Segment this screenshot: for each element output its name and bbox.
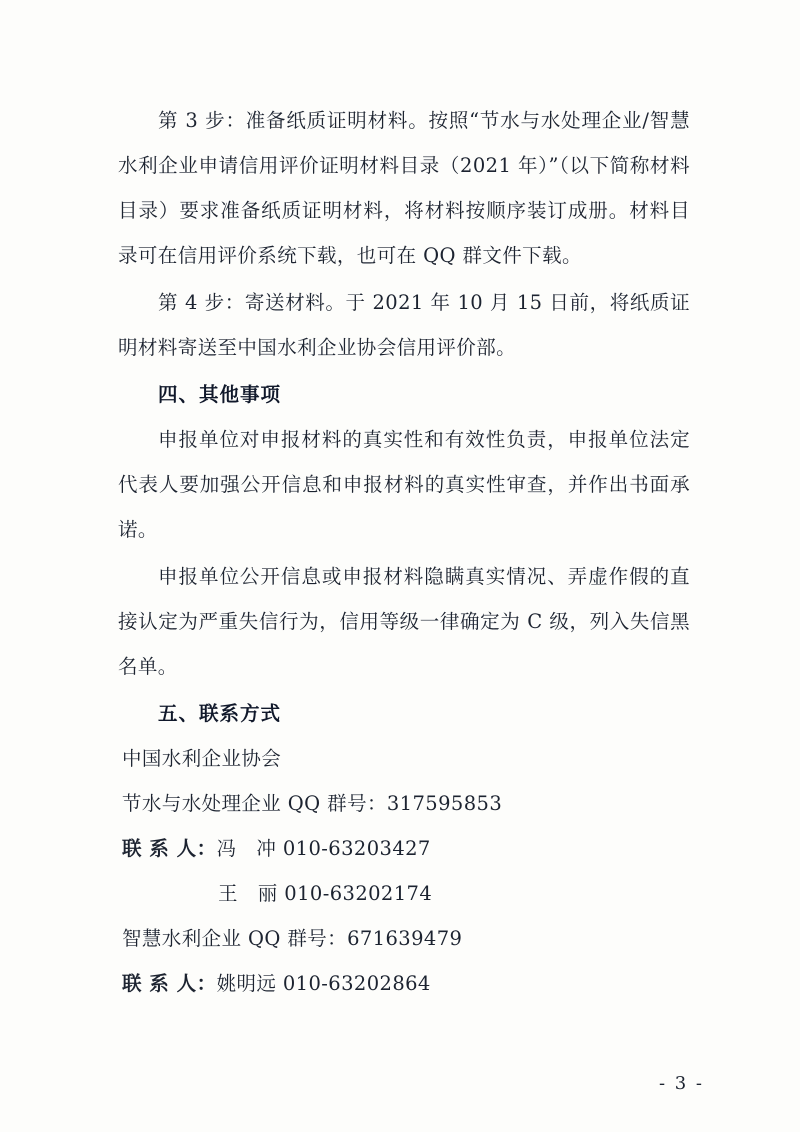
contact-label-feng: 联 系 人： bbox=[122, 837, 217, 860]
contact-organization: 中国水利企业协会 bbox=[122, 747, 282, 770]
contact-label-yao: 联 系 人： bbox=[122, 972, 217, 995]
contact-person-yao bbox=[118, 961, 690, 1006]
contact-qq-group-smart: 智慧水利企业 QQ 群号：671639479 bbox=[122, 927, 463, 950]
contact-value-wang: 王 丽 010-63202174 bbox=[218, 882, 433, 905]
section-heading-four: 四、其他事项 bbox=[158, 383, 282, 406]
section-four-paragraph-2: 申报单位公开信息或申报材料隐瞒真实情况、弄虚作假的直接认定为严重失信行为，信用等级一律确定为 C 级，列入失信黑名单。 bbox=[118, 565, 690, 678]
contact-value-yao: 姚明远 010-63202864 bbox=[216, 972, 431, 995]
contact-person-wang bbox=[118, 871, 690, 916]
document-body bbox=[118, 98, 690, 1006]
section-four-paragraph-2-block bbox=[118, 554, 690, 689]
paragraph-step-3-block bbox=[118, 98, 690, 278]
contact-person-feng bbox=[118, 826, 690, 871]
paragraph-step-4-block bbox=[118, 280, 690, 370]
section-four-paragraph-1-block bbox=[118, 417, 690, 552]
section-four-paragraph-1: 申报单位对申报材料的真实性和有效性负责，申报单位法定代表人要加强公开信息和申报材料的真实性审查，并作出书面承诺。 bbox=[118, 428, 690, 541]
paragraph-step-4: 第 4 步：寄送材料。于 2021 年 10 月 15 日前，将纸质证明材料寄送至中国水利企业协会信用评价部。 bbox=[118, 291, 690, 359]
paragraph-step-3: 第 3 步：准备纸质证明材料。按照“节水与水处理企业/智慧水利企业申请信用评价证明材料目录（2021 年）”（以下简称材料目录）要求准备纸质证明材料，将材料按顺序装订成册。材料目录可在信用评价系统下载，也可在 QQ 群文件下载。 bbox=[118, 109, 690, 267]
section-heading-five: 五、联系方式 bbox=[158, 702, 282, 725]
contact-qq-group-water: 节水与水处理企业 QQ 群号：317595853 bbox=[122, 792, 503, 815]
contact-value-feng: 冯 冲 010-63203427 bbox=[216, 837, 431, 860]
page-number: - 3 - bbox=[658, 1073, 704, 1094]
